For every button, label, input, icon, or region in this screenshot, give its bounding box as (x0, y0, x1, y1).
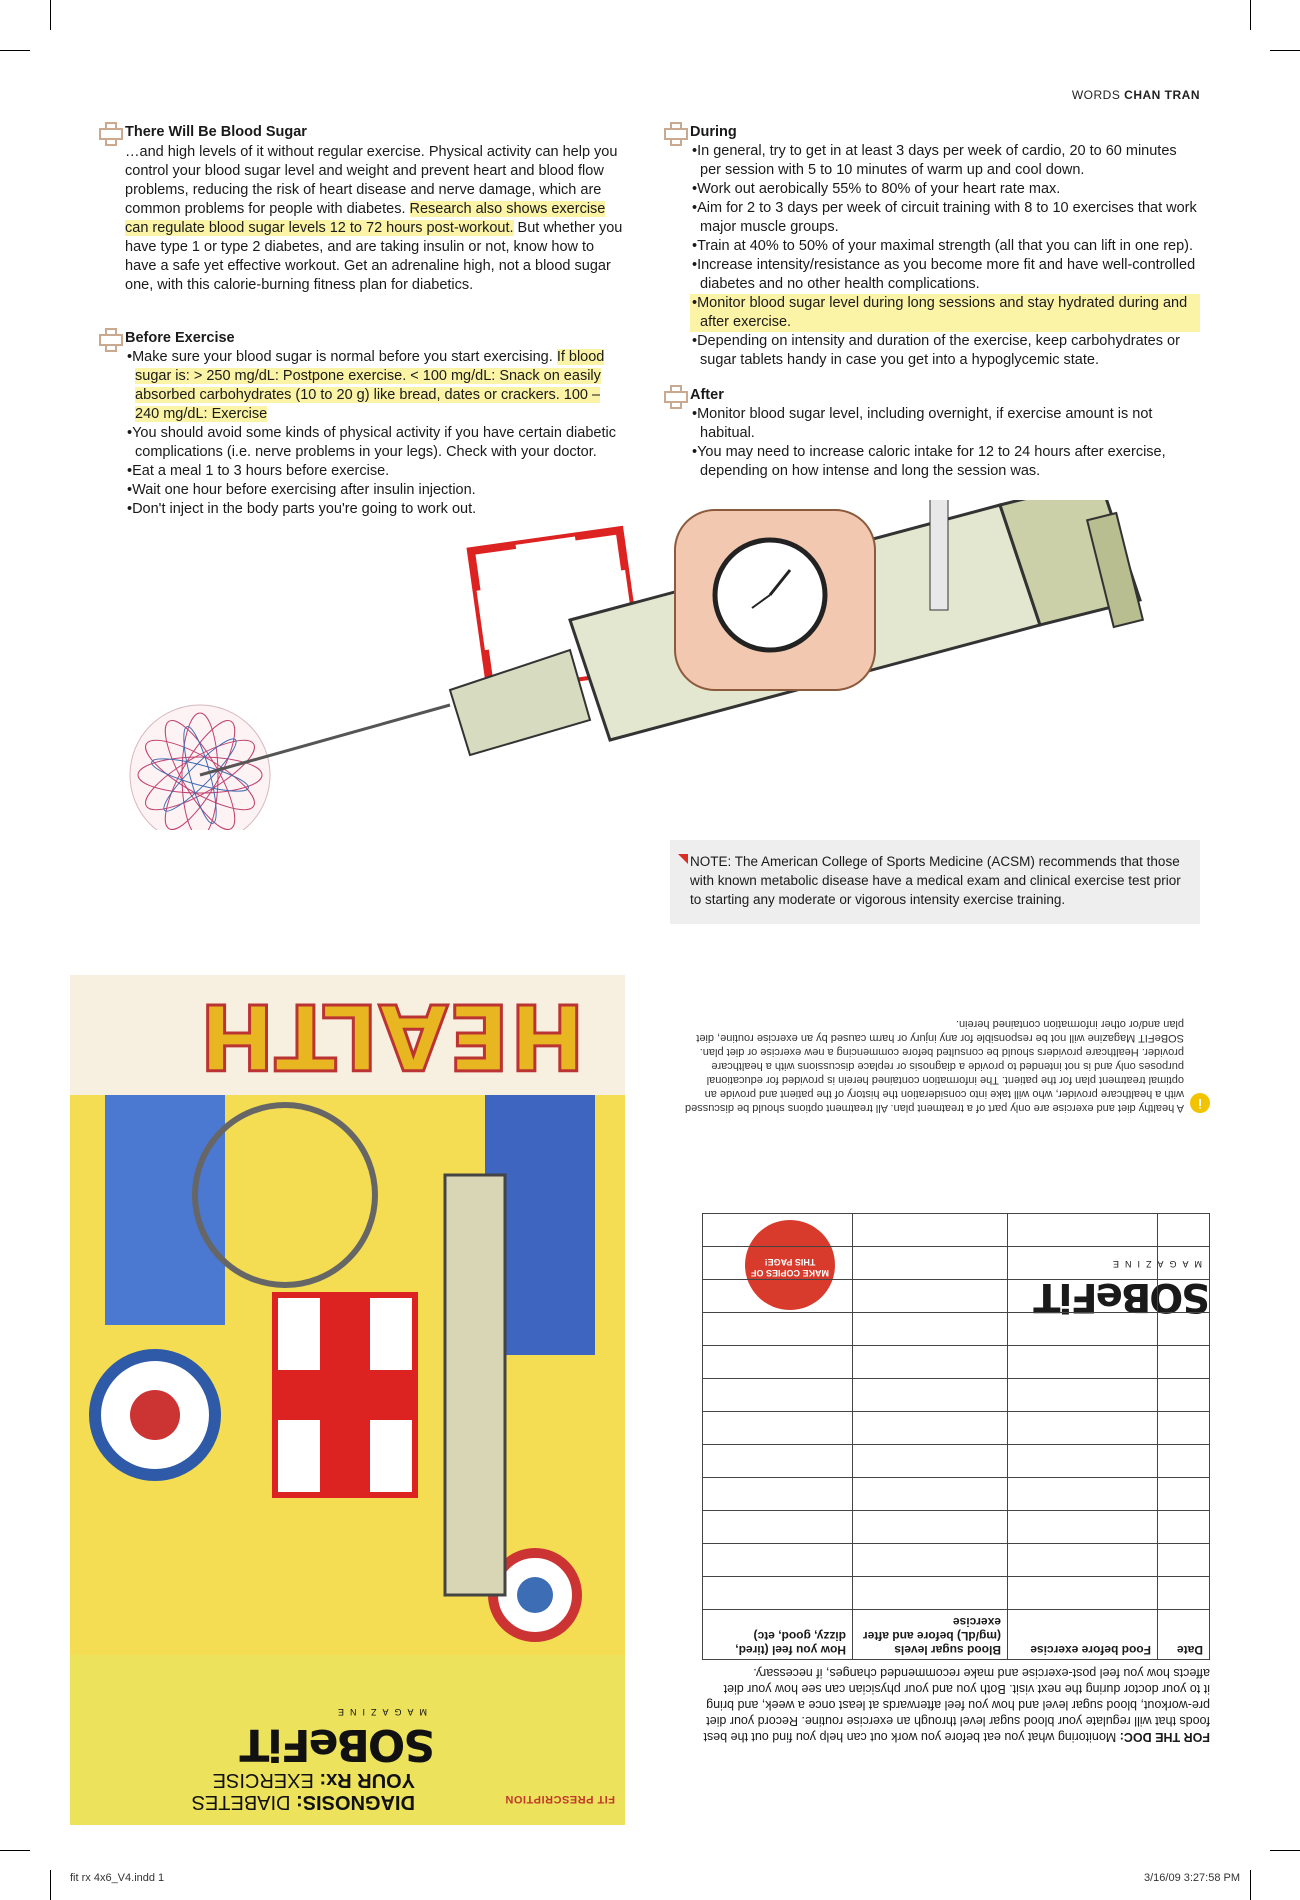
list-item: • Depending on intensity and duration of the exercise, keep carbohydrates or sugar tablets handy in case you get into a hypoglycemic state. (690, 332, 1200, 370)
crop-mark (0, 1850, 30, 1851)
list-item: • You may need to increase caloric intake for 12 to 24 hours after exercise, depending on how intense and long the session was. (690, 443, 1200, 481)
cover-headline: HEALTH (199, 983, 585, 1088)
red-flag-icon (678, 854, 688, 864)
footer-file-info: fit rx 4x6_V4.indd 1 (70, 1872, 165, 1884)
table-row[interactable] (703, 1247, 1210, 1280)
table-row[interactable] (703, 1577, 1210, 1610)
highlight-text: If blood sugar is: > 250 mg/dL: Postpone exercise. < 100 mg/dL: Snack on easily absorbed carbohydrates (10 to 20 g) like bread, dates or crackers. 100 – 240 mg/dL: Exercise (135, 349, 605, 422)
cover-logo-sub: MAGAZINE (331, 1707, 427, 1717)
section-after (690, 385, 1200, 481)
tracking-sheet-panel (680, 975, 1210, 1825)
list-item: • Work out aerobically 55% to 80% of your heart rate max. (690, 180, 1200, 199)
crop-mark (50, 0, 51, 30)
magazine-cover (70, 975, 625, 1825)
list-item: • Monitor blood sugar level, including overnight, if exercise amount is not habitual. (690, 405, 1200, 443)
list-item: • Don't inject in the body parts you're going to work out. (125, 500, 625, 519)
list-item: • Wait one hour before exercising after insulin injection. (125, 481, 625, 500)
table-row[interactable] (703, 1478, 1210, 1511)
magazine-logo: SOBeFiT (1035, 1274, 1210, 1320)
table-row[interactable] (703, 1214, 1210, 1247)
table-header: Food before exercise (1008, 1610, 1158, 1660)
crop-mark (1270, 50, 1300, 51)
table-header: Blood sugar levels (mg/dL) before and after exercise (853, 1610, 1008, 1660)
table-row[interactable] (703, 1313, 1210, 1346)
cover-collage-graphic (70, 975, 625, 1655)
bullet-list (690, 142, 1200, 370)
section-body: …and high levels of it without regular exercise. Physical activity can help you control your blood sugar level and weight and prevent heart and blood flow problems, reducing the risk of heart disease and nerve damage, which are common problems for people with diabetes. Research also shows exercise can regulate blood sugar levels 12 to 72 hours post-workout. But whether you have type 1 or type 2 diabetes, and are taking insulin or not, know how to have a safe yet effective workout. Get an adrenaline high, not a blood sugar one, with this calorie-burning fitness plan for diabetics. (125, 144, 623, 293)
footer-date: 3/16/09 3:27:58 PM (1143, 1872, 1240, 1884)
table-row[interactable] (703, 1544, 1210, 1577)
section-heading: Before Exercise (99, 328, 625, 348)
blood-sugar-log-table (702, 1213, 1210, 1660)
syringe-illustration (100, 500, 1200, 830)
bullet-list (125, 348, 625, 519)
section-blood-sugar (125, 122, 625, 295)
medical-cross-icon (664, 122, 684, 142)
section-before-exercise (125, 328, 625, 519)
section-heading: During (664, 122, 1200, 142)
medical-cross-icon (99, 328, 119, 348)
for-the-doc-text: FOR THE DOC: Monitoring what you eat before you work out can help you find out the best foods that will regulate your blood sugar level through an exercise routine. Record your diet pre-workout, blood sugar level and how you feel afterwards at least once a week, and bring it to your doctor during the next visit. Both you and your physician can see how your diet affects how you feel post-exercise and make recommended changes, if necessary. (703, 1666, 1210, 1744)
byline-author: CHAN TRAN (1124, 88, 1200, 102)
medical-cross-icon (99, 122, 119, 142)
list-item: • Increase intensity/resistance as you become more fit and have well-controlled diabetes and no other health complications. (690, 256, 1200, 294)
table-row[interactable] (703, 1445, 1210, 1478)
crop-mark (0, 50, 30, 51)
list-item: • Eat a meal 1 to 3 hours before exercise. (125, 462, 625, 481)
syringe-graphic (200, 500, 1143, 775)
disclaimer-text: i A healthy diet and exercise are only part of a treatment plan. All treatment options should be discussed with a healthcare provider, who will take into consideration the history of the patient and provide an optimal treatment plan for the patient. The information contained herein is provided for educational purposes only and is not intended to provide a diagnosis or replace discussions with a healthcare provider. Healthcare providers should be consulted before commencing a new exercise or diet plan. SOBeFIT Magazine will not be responsible for any injury or harm caused by an exercise routine, diet plan and/or other information contained herein. (680, 1017, 1210, 1115)
list-item: • Train at 40% to 50% of your maximal strength (all that you can lift in one rep). (690, 237, 1200, 256)
list-item: • Make sure your blood sugar is normal before you start exercising. If blood sugar is: > 250 mg/dL: Postpone exercise. < 100 mg/dL: Snack on easily absorbed carbohydrates (10 to 20 g) like bread, dates or crackers. 100 – 240 mg/dL: Exercise (125, 348, 625, 424)
bullet-list (690, 405, 1200, 481)
table-header: How you feel (tired, dizzy, good, etc) (703, 1610, 853, 1660)
crop-mark (50, 1870, 51, 1900)
table-header: Date (1158, 1610, 1210, 1660)
section-heading: There Will Be Blood Sugar (99, 122, 625, 142)
cover-section-label: FIT PRESCRIPTION (504, 1793, 615, 1805)
info-icon: i (1190, 1093, 1210, 1113)
medical-cross-icon (664, 385, 684, 405)
crop-mark (1250, 1870, 1251, 1900)
section-heading: After (664, 385, 1200, 405)
table-row[interactable] (703, 1280, 1210, 1313)
table-row[interactable] (703, 1346, 1210, 1379)
note-box: NOTE: The American College of Sports Medicine (ACSM) recommends that those with known metabolic disease have a medical exam and clinical exercise test prior to starting any moderate or vigorous intensity exercise training. (670, 840, 1200, 924)
section-during (690, 122, 1200, 370)
byline: WORDS CHAN TRAN (1071, 88, 1200, 102)
highlight-text: Research also shows exercise can regulate blood sugar levels 12 to 72 hours post-workout. (125, 201, 606, 236)
stopwatch-hand-graphic (675, 510, 875, 690)
cover-diagnosis: DIAGNOSIS: DIABETES YOUR Rx: EXERCISE (191, 1769, 415, 1813)
list-item: • In general, try to get in at least 3 days per week of cardio, 20 to 60 minutes per session with 5 to 10 minutes of warm up and cool down. (690, 142, 1200, 180)
table-row[interactable] (703, 1379, 1210, 1412)
table-row[interactable] (703, 1511, 1210, 1544)
make-copies-badge: MAKE COPIES OF THIS PAGE! (745, 1220, 835, 1310)
starburst-graphic (130, 705, 270, 830)
list-item: • You should avoid some kinds of physical activity if you have certain diabetic complications (i.e. nerve problems in your legs). Check with your doctor. (125, 424, 625, 462)
magazine-logo-sub: MAGAZINE (1106, 1259, 1202, 1269)
crop-mark (1250, 0, 1251, 30)
cover-logo: SOBeFiT (241, 1719, 435, 1770)
table-row[interactable] (703, 1412, 1210, 1445)
list-item: • Aim for 2 to 3 days per week of circuit training with 8 to 10 exercises that work major muscle groups. (690, 199, 1200, 237)
list-item: • Monitor blood sugar level during long sessions and stay hydrated during and after exercise. (690, 294, 1200, 332)
table-header-row (703, 1610, 1210, 1660)
crop-mark (1270, 1850, 1300, 1851)
